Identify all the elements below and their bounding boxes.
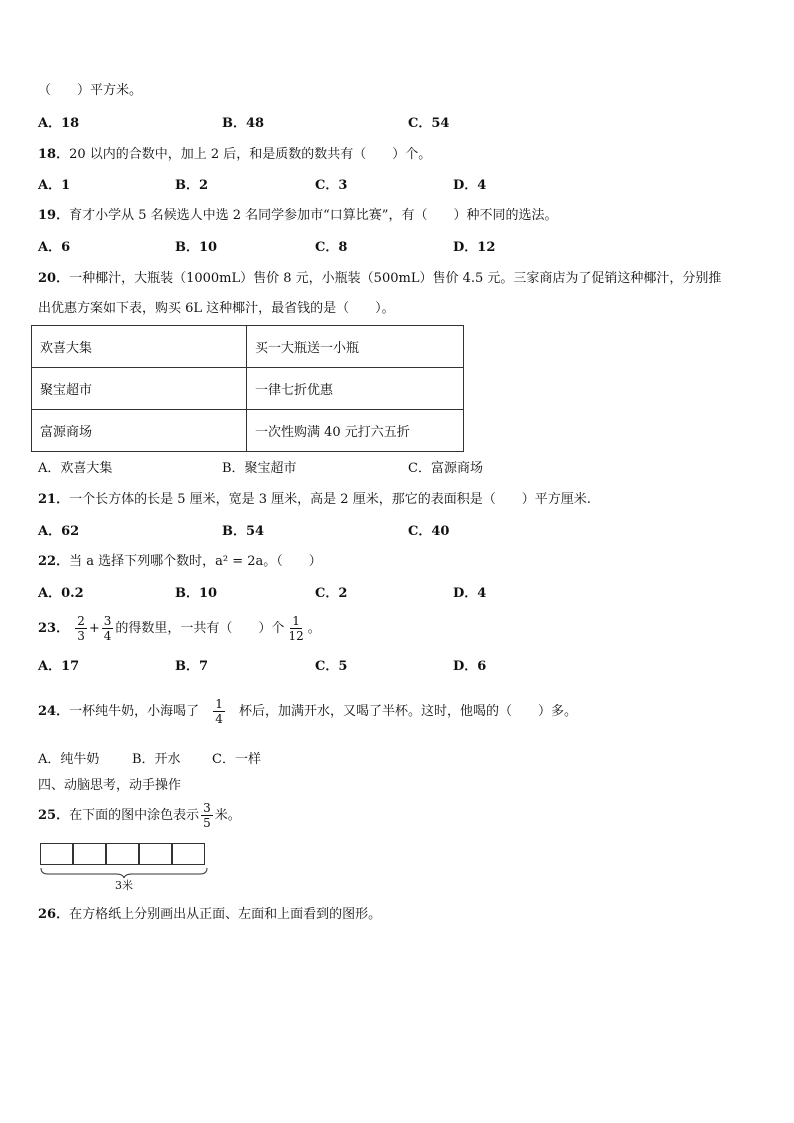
table-row: [32, 410, 464, 452]
numerator: 1: [292, 614, 300, 628]
store-cell: 富源商场: [32, 410, 247, 452]
store-cell: 聚宝超市: [32, 368, 247, 410]
q21-text: 一个长方体的长是 5 厘米，宽是 3 厘米，高是 2 厘米，那它的表面积是（ ）平方厘米.: [69, 492, 591, 507]
q22-option-d[interactable]: D．4: [453, 586, 487, 601]
plus-sign: +: [88, 621, 100, 636]
q20-number: 20．: [38, 271, 70, 286]
q21-option-c[interactable]: C．40: [408, 524, 450, 539]
q23-number: 23．: [38, 621, 70, 636]
denominator: 4: [103, 629, 112, 643]
q20-text-1: 一种椰汁，大瓶装（1000mL）售价 8 元，小瓶装（500mL）售价 4.5 元。三家商店为了促销这种椰汁，分别推: [69, 271, 722, 286]
denominator: 12: [288, 629, 304, 643]
strip-cell[interactable]: [139, 843, 172, 865]
denominator: 5: [203, 816, 211, 830]
numerator: 1: [215, 697, 223, 711]
fraction-3-5: [201, 801, 213, 830]
q22-option-a[interactable]: A．0.2: [38, 586, 84, 601]
q19-option-c[interactable]: C．8: [315, 240, 348, 255]
offer-cell: 买一大瓶送一小瓶: [247, 326, 464, 368]
q17-option-b[interactable]: B．48: [222, 116, 265, 131]
q26-text: 在方格纸上分别画出从正面、左面和上面看到的图形。: [69, 907, 382, 922]
q23-stem: [38, 612, 321, 646]
q26-stem: [38, 907, 381, 923]
q22-stem: [38, 554, 322, 570]
q18-option-d[interactable]: D．4: [453, 178, 487, 193]
q23-option-a[interactable]: A．17: [38, 659, 80, 674]
q18-number: 18．: [38, 147, 70, 162]
q26-number: 26．: [38, 907, 70, 922]
q23-text: 的得数里，一共有（ ）个: [115, 621, 285, 636]
q21-option-a[interactable]: A．62: [38, 524, 80, 539]
q25-text-pre: 在下面的图中涂色表示: [69, 808, 200, 823]
fraction-1-12: [286, 614, 305, 643]
strip-cell[interactable]: [172, 843, 205, 865]
q22-option-b[interactable]: B．10: [175, 586, 218, 601]
q24-option-b[interactable]: B．开水: [132, 752, 181, 767]
q19-stem: [38, 208, 557, 224]
q24-text-pre: 一杯纯牛奶，小海喝了: [69, 704, 200, 719]
section-4-heading: 四、动脑思考，动手操作: [38, 778, 182, 793]
q19-option-b[interactable]: B．10: [175, 240, 218, 255]
q18-option-a[interactable]: A．1: [38, 178, 71, 193]
numerator: 3: [203, 801, 211, 815]
q20-option-a[interactable]: A．欢喜大集: [38, 461, 113, 476]
q25-text-post: 米。: [214, 808, 241, 823]
q18-option-c[interactable]: C．3: [315, 178, 348, 193]
q20-option-b[interactable]: B．聚宝超市: [222, 461, 297, 476]
fraction-2-3: [75, 614, 87, 643]
q25-stem: [38, 799, 241, 833]
strip-cell[interactable]: [40, 843, 73, 865]
q22-text: 当 a 选择下列哪个数时，a² = 2a。（ ）: [69, 554, 322, 569]
q18-stem: [38, 147, 431, 163]
strip-cell[interactable]: [73, 843, 106, 865]
q23-option-b[interactable]: B．7: [175, 659, 209, 674]
q19-number: 19．: [38, 208, 70, 223]
q24-number: 24．: [38, 704, 70, 719]
q19-option-a[interactable]: A．6: [38, 240, 71, 255]
q19-option-d[interactable]: D．12: [453, 240, 496, 255]
q24-option-c[interactable]: C．一样: [212, 752, 261, 767]
q23-option-c[interactable]: C．5: [315, 659, 348, 674]
denominator: 4: [215, 712, 223, 726]
numerator: 2: [77, 614, 85, 628]
q19-text: 育才小学从 5 名候选人中选 2 名同学参加市“口算比赛”，有（ ）种不同的选法。: [69, 208, 558, 223]
brace-icon: [40, 867, 208, 879]
q24-stem: [38, 694, 577, 730]
q20-stem-line1: [38, 271, 721, 287]
q22-number: 22．: [38, 554, 70, 569]
q21-option-b[interactable]: B．54: [222, 524, 265, 539]
q17-option-a[interactable]: A．18: [38, 116, 80, 131]
store-cell: 欢喜大集: [32, 326, 247, 368]
q24-text-post: 杯后，加满开水，又喝了半杯。这时，他喝的（ ）多。: [239, 704, 578, 719]
promotion-table: [31, 325, 464, 452]
q22-option-c[interactable]: C．2: [315, 586, 348, 601]
offer-cell: 一次性购满 40 元打六五折: [247, 410, 464, 452]
q17-tail: （ ）平方米。: [38, 83, 143, 98]
q18-option-b[interactable]: B．2: [175, 178, 209, 193]
q21-number: 21．: [38, 492, 70, 507]
fraction-3-4: [102, 614, 114, 643]
numerator: 3: [103, 614, 112, 628]
fraction-1-4: [213, 697, 225, 726]
q23-end: 。: [307, 621, 321, 636]
offer-cell: 一律七折优惠: [247, 368, 464, 410]
q25-number: 25．: [38, 808, 70, 823]
q21-stem: [38, 492, 591, 508]
q20-stem-line2: 出优惠方案如下表，购买 6L 这种椰汁，最省钱的是（ ）。: [38, 301, 395, 316]
table-row: [32, 368, 464, 410]
length-label: 3米: [115, 879, 133, 892]
q23-option-d[interactable]: D．6: [453, 659, 487, 674]
q24-option-a[interactable]: A．纯牛奶: [38, 752, 100, 767]
q20-option-c[interactable]: C．富源商场: [408, 461, 483, 476]
q18-text: 20 以内的合数中，加上 2 后，和是质数的数共有（ ）个。: [69, 147, 432, 162]
denominator: 3: [77, 629, 85, 643]
table-row: [32, 326, 464, 368]
q17-option-c[interactable]: C．54: [408, 116, 450, 131]
strip-cell[interactable]: [106, 843, 139, 865]
